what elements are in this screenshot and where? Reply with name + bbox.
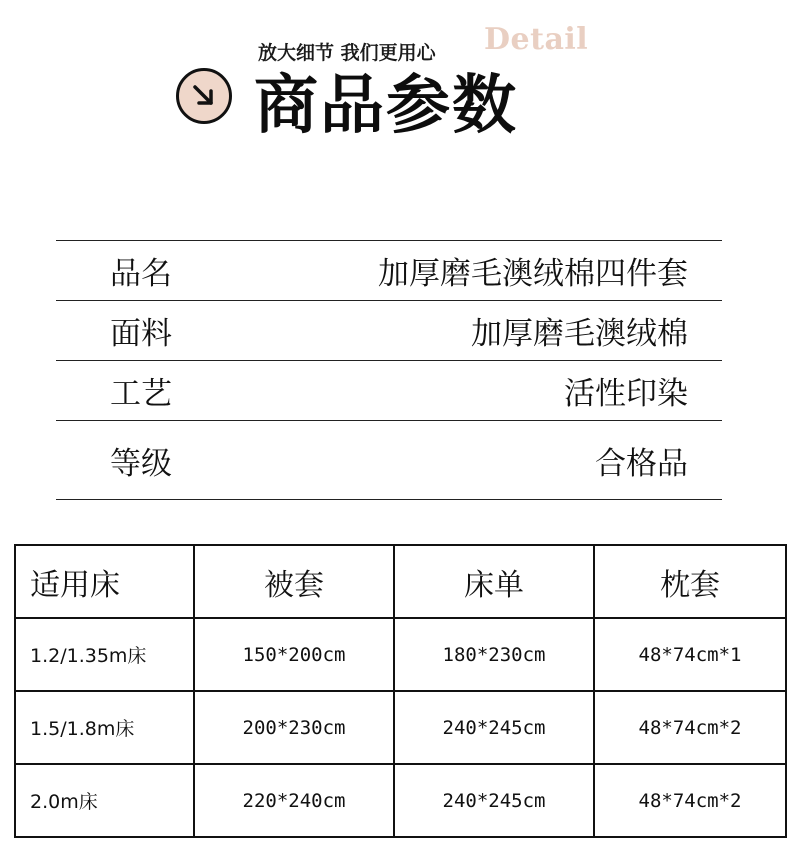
param-value: 加厚磨毛澳绒棉 (471, 316, 688, 352)
tagline: 放大细节 我们更用心 (258, 42, 436, 64)
param-row-fabric (56, 300, 722, 360)
param-value: 活性印染 (564, 376, 688, 412)
param-label: 工艺 (110, 376, 172, 412)
table-cell: 1.2/1.35m床 (15, 618, 194, 691)
param-row-name (56, 240, 722, 300)
table-cell: 200*230cm (194, 691, 394, 764)
table-cell: 2.0m床 (15, 764, 194, 837)
param-label: 面料 (110, 316, 172, 352)
param-value: 合格品 (595, 445, 688, 482)
table-cell: 220*240cm (194, 764, 394, 837)
param-label: 品名 (110, 256, 172, 292)
column-header: 被套 (194, 545, 394, 618)
param-row-grade (56, 420, 722, 500)
arrow-down-right-icon (176, 68, 232, 124)
table-cell: 48*74cm*2 (594, 764, 786, 837)
size-table (14, 544, 787, 838)
page-title: 商品参数 (254, 69, 518, 143)
table-row (15, 764, 786, 837)
column-header: 枕套 (594, 545, 786, 618)
table-cell: 48*74cm*2 (594, 691, 786, 764)
table-cell: 1.5/1.8m床 (15, 691, 194, 764)
table-row (15, 691, 786, 764)
column-header: 床单 (394, 545, 594, 618)
param-row-craft (56, 360, 722, 420)
table-cell: 150*200cm (194, 618, 394, 691)
table-cell: 48*74cm*1 (594, 618, 786, 691)
param-list (56, 240, 722, 500)
table-cell: 180*230cm (394, 618, 594, 691)
param-value: 加厚磨毛澳绒棉四件套 (378, 256, 688, 292)
table-header-row (15, 545, 786, 618)
table-cell: 240*245cm (394, 691, 594, 764)
detail-watermark: Detail (484, 22, 589, 57)
table-cell: 240*245cm (394, 764, 594, 837)
param-label: 等级 (110, 445, 172, 482)
table-row (15, 618, 786, 691)
column-header: 适用床 (15, 545, 194, 618)
